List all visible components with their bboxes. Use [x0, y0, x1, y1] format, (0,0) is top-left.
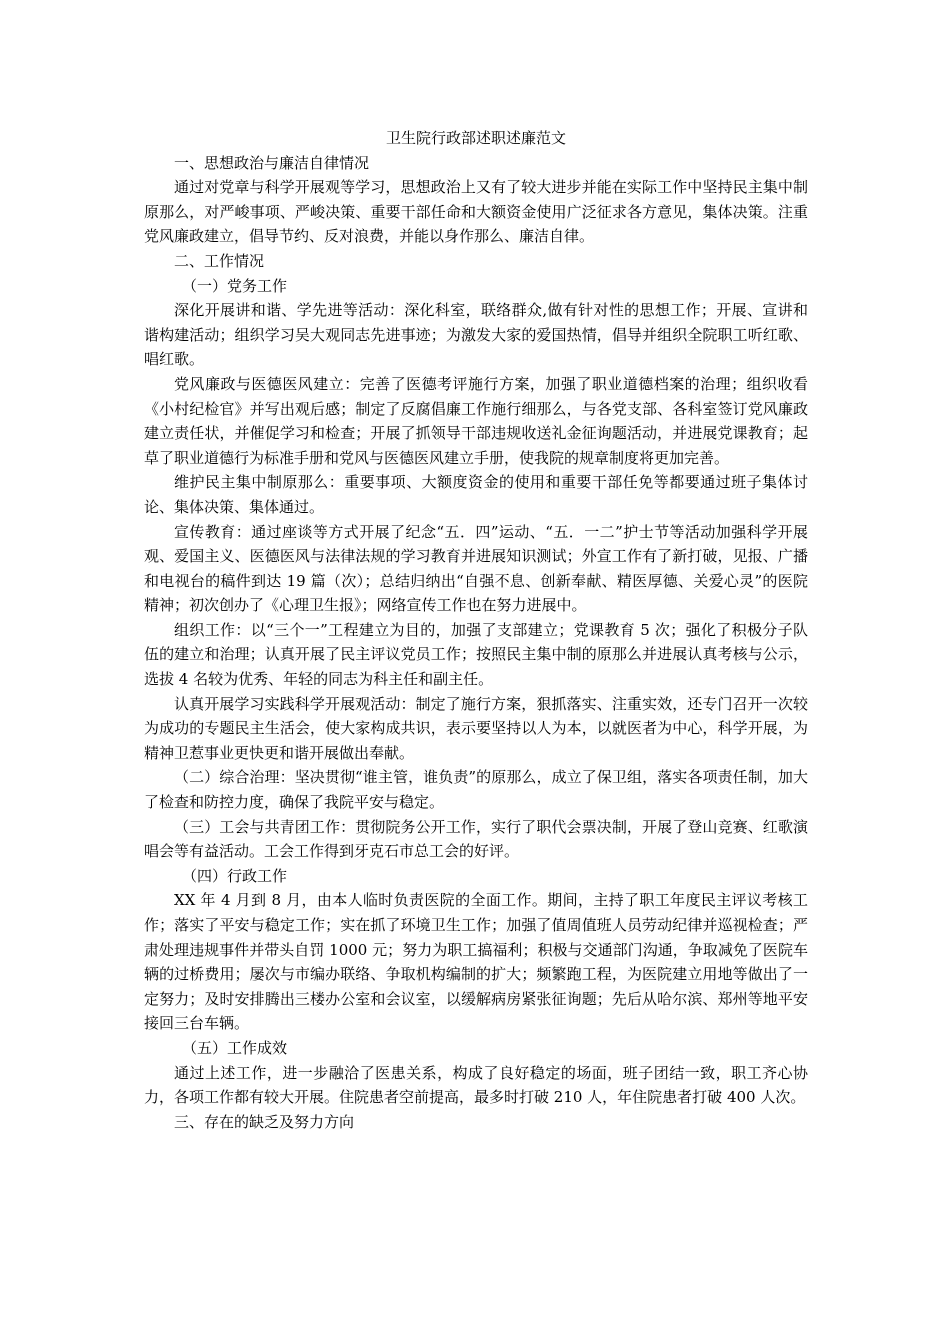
section-heading: （一）党务工作 [182, 276, 288, 295]
document-body [144, 126, 808, 1134]
body-paragraph: XX 年 4 月到 8 月，由本人临时负责医院的全面工作。期间，主持了职工年度民主评议考核工作；落实了平安与稳定工作；实在抓了环境卫生工作；加强了值周值班人员劳动纪律并巡视检查；严肃处理违规事件并带头自罚 1000 元；努力为职工搞福利；积极与交通部门沟通，争取减免了医院车辆的过桥费用；屡次与市编办联络、争取机构编制的扩大；频繁跑工程，为医院建立用地等做出了一定努力；及时安排腾出三楼办公室和会议室，以缓解病房紧张征询题；先后从哈尔滨、郑州等地平安接回三台车辆。 [144, 891, 808, 1033]
body-paragraph: 宣传教育：通过座谈等方式开展了纪念“五．四”运动、“五．一二”护士节等活动加强科学开展观、爱国主义、医德医风与法律法规的学习教育并进展知识测试；外宣工作有了新打破，见报、广播和电视台的稿件到达 19 篇（次）；总结归纳出“自强不息、创新奉献、精医厚德、关爱心灵”的医院精神；初次创办了《心理卫生报》；网络宣传工作也在努力进展中。 [144, 522, 808, 615]
body-paragraph: 党风廉政与医德医风建立：完善了医德考评施行方案，加强了职业道德档案的治理；组织收看《小村纪检官》并写出观后感；制定了反腐倡廉工作施行细那么，与各党支部、各科室签订党风廉政建立责任状，并催促学习和检查；开展了抓领导干部违规收送礼金征询题活动，并进展党课教育；起草了职业道德行为标准手册和党风与医德医风建立手册，使我院的规章制度将更加完善。 [144, 374, 808, 467]
body-paragraph: 深化开展讲和谐、学先进等活动：深化科室，联络群众,做有针对性的思想工作；开展、宣讲和谐构建活动；组织学习吴大观同志先进事迹；为激发大家的爱国热情，倡导并组织全院职工听红歌、唱红歌。 [144, 301, 808, 369]
document-title: 卫生院行政部述职述廉范文 [385, 129, 566, 147]
section-heading: 二、工作情况 [174, 251, 265, 270]
body-paragraph: （二）综合治理：坚决贯彻“谁主管，谁负责”的原那么，成立了保卫组，落实各项责任制，加大了检查和防控力度，确保了我院平安与稳定。 [144, 768, 808, 812]
section-heading: 一、思想政治与廉洁自律情况 [174, 153, 370, 172]
body-paragraph: 认真开展学习实践科学开展观活动：制定了施行方案，狠抓落实、注重实效，还专门召开一次较为成功的专题民主生活会，使大家构成共识，表示要坚持以人为本，以就医者为中心，科学开展，为精神卫惹事业更快更和谐开展做出奉献。 [144, 694, 808, 762]
body-paragraph: （三）工会与共青团工作：贯彻院务公开工作，实行了职代会票决制，开展了登山竞赛、红歌演唱会等有益活动。工会工作得到牙克石市总工会的好评。 [144, 817, 808, 861]
section-heading: 三、存在的缺乏及努力方向 [174, 1112, 355, 1131]
section-heading: （四）行政工作 [182, 866, 288, 885]
body-paragraph: 组织工作：以“三个一”工程建立为目的，加强了支部建立；党课教育 5 次；强化了积极分子队伍的建立和治理；认真开展了民主评议党员工作；按照民主集中制的原那么并进展认真考核与公示，选拔 4 名较为优秀、年轻的同志为科主任和副主任。 [144, 620, 808, 689]
section-heading: （五）工作成效 [182, 1038, 288, 1057]
body-paragraph: 通过上述工作，进一步融洽了医患关系，构成了良好稳定的场面，班子团结一致，职工齐心协力，各项工作都有较大开展。住院患者空前提高，最多时打破 210 人，年住院患者打破 400 人次。 [144, 1063, 808, 1107]
paragraph-list [144, 151, 808, 1135]
body-paragraph: 通过对党章与科学开展观等学习，思想政治上又有了较大进步并能在实际工作中坚持民主集中制原那么，对严峻事项、严峻决策、重要干部任命和大额资金使用广泛征求各方意见，集体决策。注重党风廉政建立，倡导节约、反对浪费，并能以身作那么、廉洁自律。 [144, 178, 808, 246]
body-paragraph: 维护民主集中制原那么：重要事项、大额度资金的使用和重要干部任免等都要通过班子集体讨论、集体决策、集体通过。 [144, 473, 808, 516]
